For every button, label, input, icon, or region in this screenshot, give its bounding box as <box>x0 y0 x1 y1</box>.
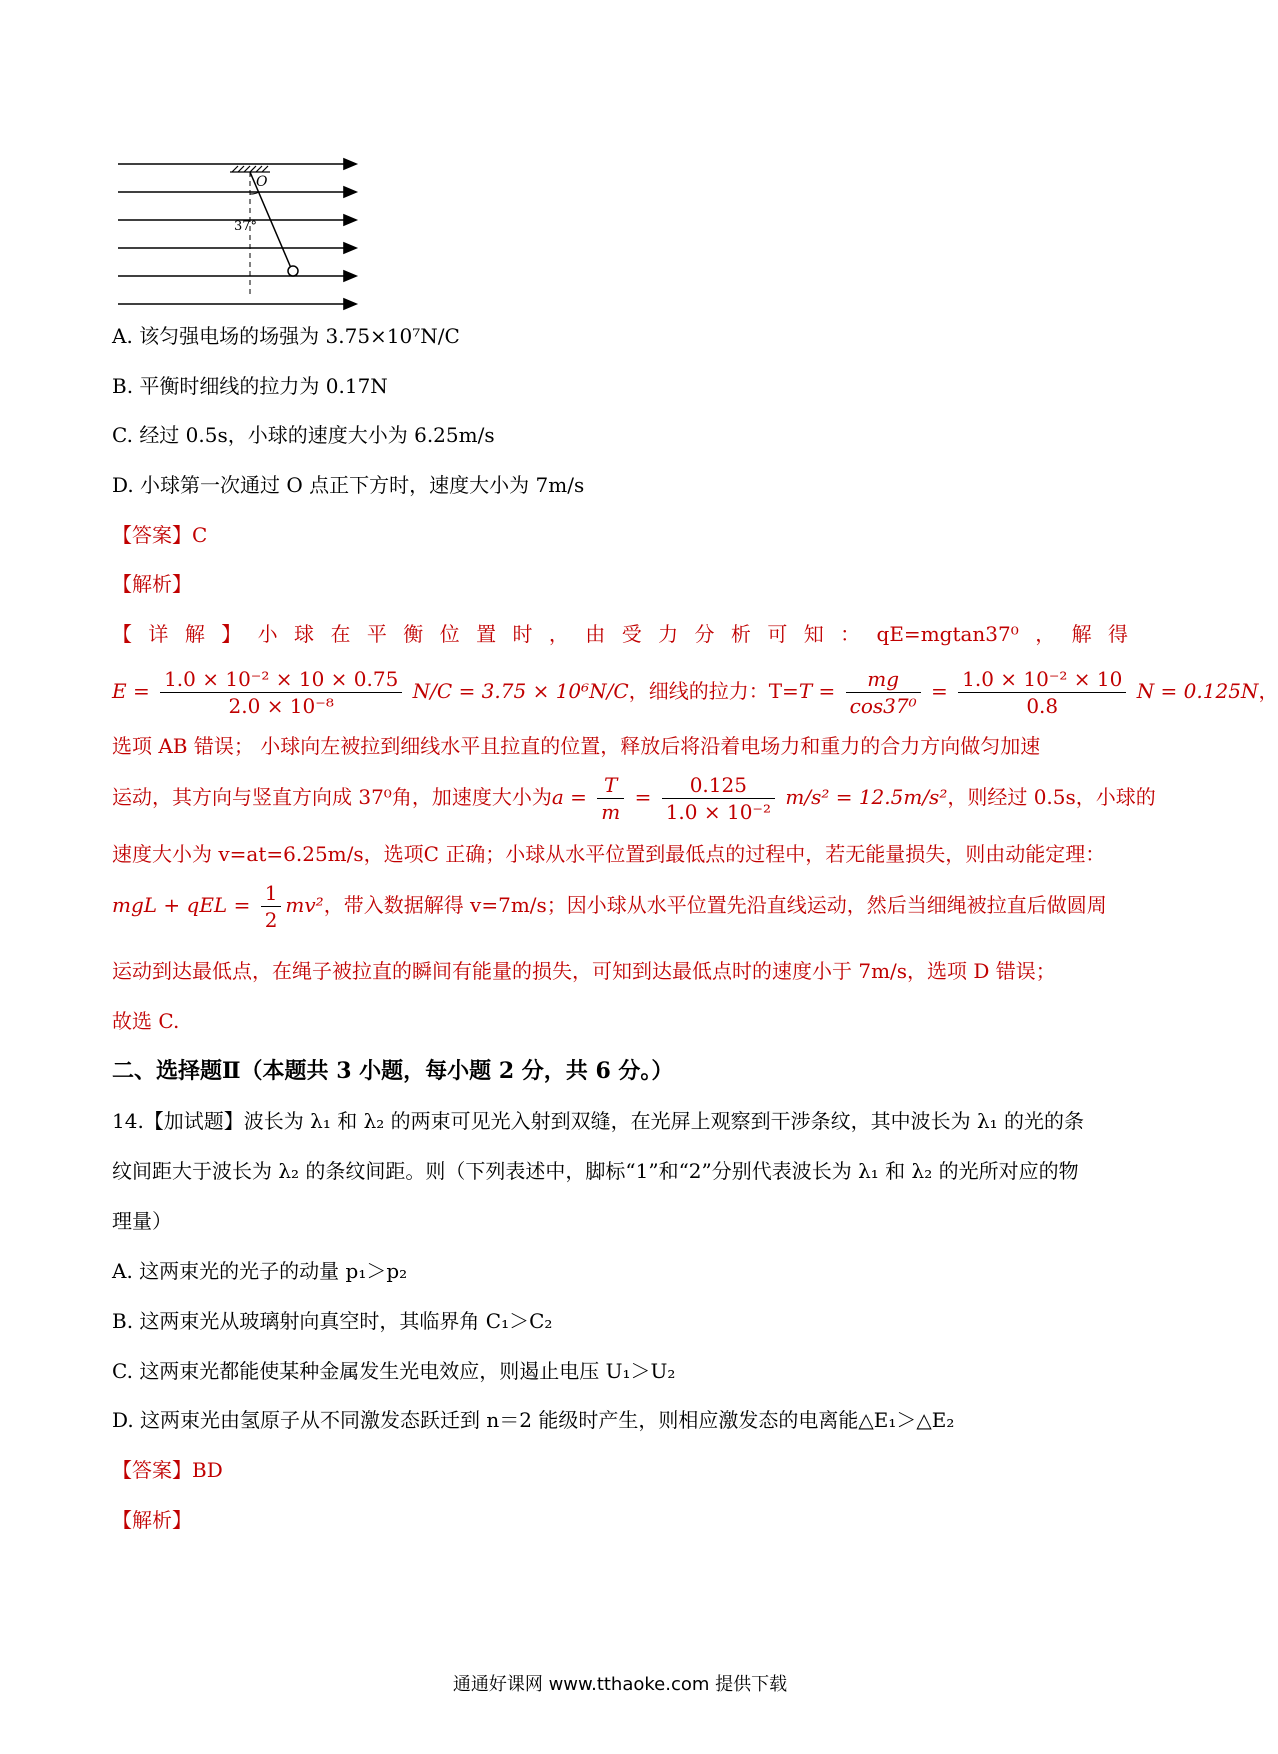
detail-line1-part: 球 <box>294 622 315 646</box>
t-fraction-2: $\frac{\text{1.0 × 10⁻² × 10}}{0.8}$ <box>958 666 1126 719</box>
a-fraction-2: $\frac{0.125}{\text{1.0 × 10⁻²}}$ <box>662 772 775 825</box>
detail-line1-part: 平 <box>366 622 387 646</box>
q14-stem-line1: 14.【加试题】波长为 λ₁ 和 λ₂ 的两束可见光入射到双缝，在光屏上观察到干涉条纹，其中波长为 λ₁ 的光的条 <box>112 1109 1085 1133</box>
q13-option-b: B. 平衡时细线的拉力为 0.17N <box>112 374 388 398</box>
field-lines <box>118 159 356 309</box>
detail-line1-part: 受 <box>621 622 642 646</box>
half-fraction: $\frac{1}{2}$ <box>261 880 282 933</box>
q13-detail-line8: 故选 C. <box>112 1009 180 1033</box>
detail-line1-part: qE=mgtan37⁰ <box>876 622 1019 646</box>
detail-line1-part: 在 <box>330 622 351 646</box>
q13-option-d: D. 小球第一次通过 O 点正下方时，速度大小为 7m/s <box>112 473 585 497</box>
detail-line1-part: 力 <box>658 622 679 646</box>
ceiling-support <box>230 166 270 172</box>
q13-detail-line2: E = $\frac{\text{1.0 × 10⁻² × 10 × 0.75}}{\text{2.0 × 10⁻⁸}}$ N/C = 3.75 × 10⁶N/C，细线的拉力：T=T = $\frac{mg}{\text{cos37⁰}}$ = $\frac{\text{1.0 × 10⁻² × 10}}{0.8}$ N = 0.125N， <box>112 667 1278 718</box>
detail-line1-part: 知 <box>803 622 824 646</box>
q13-detail-line7: 运动到达最低点，在绳子被拉直的瞬间有能量的损失，可知到达最低点时的速度小于 7m/s，选项 D 错误； <box>112 959 1056 983</box>
q14-analysis-label: 【解析】 <box>112 1508 192 1532</box>
footer-source: 通通好课网 www.tthaoke.com 提供下载 <box>452 1674 788 1695</box>
detail-line1-part: 解 <box>1071 622 1092 646</box>
detail-line1-part: ， <box>1035 622 1056 646</box>
detail-line1-part: 位 <box>439 622 460 646</box>
q14-option-b: B. 这两束光从玻璃射向真空时，其临界角 C₁＞C₂ <box>112 1309 553 1333</box>
q13-detail-line5: 速度大小为 v=at=6.25m/s，选项C 正确；小球从水平位置到最低点的过程中，若无能量损失，则由动能定理： <box>112 842 1106 866</box>
q14-option-c: C. 这两束光都能使某种金属发生光电效应，则遏止电压 U₁＞U₂ <box>112 1359 676 1383</box>
q14-stem-line2: 纹间距大于波长为 λ₂ 的条纹间距。则（下列表述中，脚标“1”和“2”分别代表波长为 λ₁ 和 λ₂ 的光所对应的物 <box>112 1159 1079 1183</box>
detail-line1-part: ， <box>548 622 569 646</box>
detail-line1-part: 可 <box>767 622 788 646</box>
q13-detail-line6: mgL + qEL = $\frac{1}{2}$ mv²，带入数据解得 v=7m/s；因小球从水平位置先沿直线运动，然后当细绳被拉直后做圆周 <box>112 881 1107 932</box>
detail-line1-part: 【 <box>112 622 132 646</box>
q14-option-d: D. 这两束光由氢原子从不同激发态跃迁到 n＝2 能级时产生，则相应激发态的电离能△E₁＞△E₂ <box>112 1408 955 1432</box>
detail-line1-part: 】 <box>221 622 242 646</box>
pendulum-field-diagram <box>112 150 362 310</box>
q13-detail-line4: 运动，其方向与竖直方向成 37⁰角，加速度大小为a = $\frac{T}{m}$ = $\frac{0.125}{\text{1.0 × 10⁻²}}$ m/s² = 12.5m/s²，则经过 0.5s，小球的 <box>112 773 1156 824</box>
t-fraction-1: $\frac{mg}{\text{cos37⁰}}$ <box>846 666 921 719</box>
q13-option-c: C. 经过 0.5s，小球的速度大小为 6.25m/s <box>112 423 495 447</box>
detail-line1-part: 由 <box>585 622 606 646</box>
q13-analysis-label: 【解析】 <box>112 572 192 596</box>
label-angle: 37° <box>234 219 258 234</box>
q13-answer: 【答案】C <box>112 523 208 547</box>
q13-detail-line1 <box>112 620 1128 648</box>
detail-line1-part: 时 <box>512 622 533 646</box>
e-fraction: $\frac{\text{1.0 × 10⁻² × 10 × 0.75}}{\text{2.0 × 10⁻⁸}}$ <box>160 666 402 719</box>
detail-line1-part: 置 <box>476 622 497 646</box>
ball <box>288 266 298 276</box>
q14-option-a: A. 这两束光的光子的动量 p₁＞p₂ <box>112 1259 408 1283</box>
detail-line1-part: 小 <box>257 622 278 646</box>
detail-line1-part: 分 <box>694 622 715 646</box>
detail-line1-part: 解 <box>184 622 205 646</box>
q13-option-a: A. 该匀强电场的场强为 3.75×10⁷N/C <box>112 324 460 348</box>
section2-title: 二、选择题Ⅱ（本题共 3 小题，每小题 2 分，共 6 分。） <box>112 1058 674 1084</box>
q13-detail-line3: 选项 AB 错误； 小球向左被拉到细线水平且拉直的位置，释放后将沿着电场力和重力的合力方向做匀加速 <box>112 734 1041 758</box>
label-o: O <box>256 174 268 190</box>
detail-line1-part: ： <box>840 622 861 646</box>
q14-stem-line3: 理量） <box>112 1209 172 1233</box>
detail-line1-part: 详 <box>148 622 169 646</box>
detail-line1-part: 析 <box>730 622 751 646</box>
q14-answer: 【答案】BD <box>112 1458 223 1482</box>
a-fraction-1: $\frac{T}{m}$ <box>597 772 624 825</box>
detail-line1-part: 衡 <box>403 622 424 646</box>
detail-line1-part: 得 <box>1108 622 1128 646</box>
